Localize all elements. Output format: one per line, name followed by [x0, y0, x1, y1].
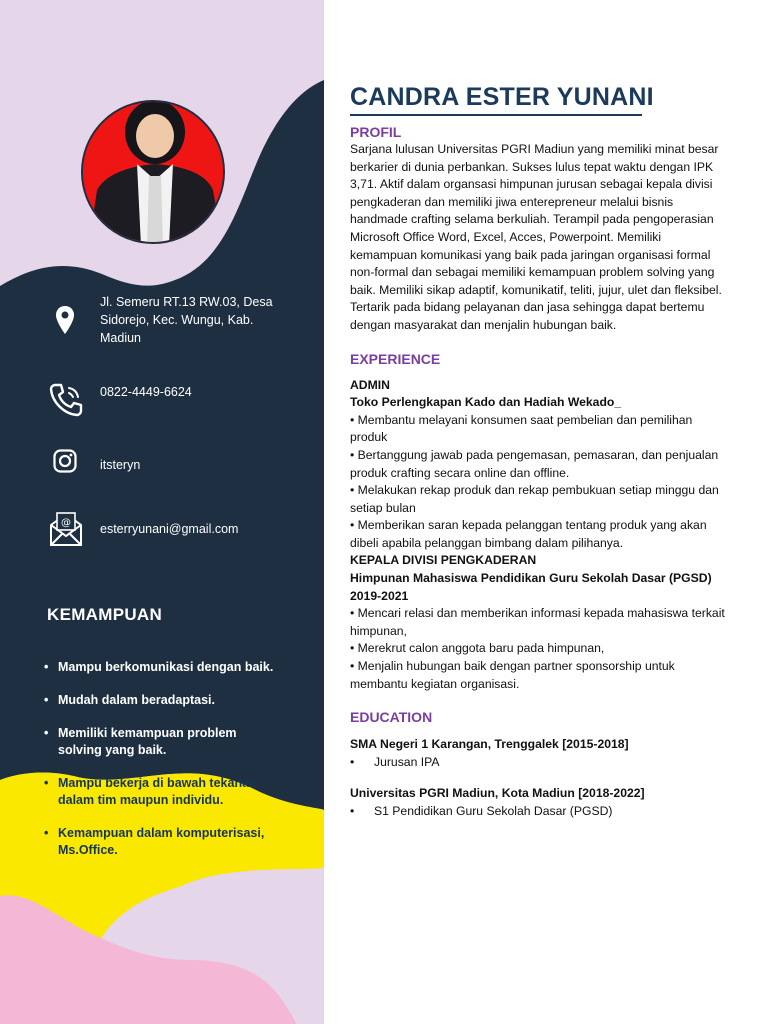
school-name: SMA Negeri 1 Karangan, Trenggalek [2015-2018]	[350, 737, 629, 752]
job-organization: Himpunan Mahasiswa Pendidikan Guru Sekolah Dasar (PGSD)	[350, 571, 712, 586]
email-icon	[49, 509, 83, 547]
job-organization: Toko Perlengkapan Kado dan Hadiah Wekado_	[350, 395, 622, 410]
skills-heading: KEMAMPUAN	[47, 605, 163, 624]
skill-item: • Mampu bekerja di bawah tekanan dalam tim maupun individu.	[44, 775, 274, 809]
education-detail: Jurusan IPA	[374, 754, 440, 769]
candidate-name: CANDRA ESTER YUNANI	[350, 83, 654, 111]
profile-heading: PROFIL	[350, 124, 402, 140]
phone-icon	[49, 382, 83, 418]
experience-entry	[350, 377, 730, 553]
education-bullet: •	[350, 804, 355, 818]
skills-list	[44, 659, 274, 875]
profile-photo	[81, 100, 225, 244]
job-period: 2019-2021	[350, 588, 409, 603]
experience-entry	[350, 552, 730, 693]
education-entry	[350, 736, 730, 771]
education-entry	[350, 785, 730, 820]
location-pin-icon	[55, 305, 75, 335]
job-bullet: • Menjalin hubungan baik dengan partner sponsorship untuk membantu kegiatan organisasi.	[350, 659, 675, 691]
job-bullet: • Bertanggung jawab pada pengemasan, pemasaran, dan penjualan produk crafting secara online dan offline.	[350, 447, 719, 480]
school-name: Universitas PGRI Madiun, Kota Madiun [2018-2022]	[350, 786, 645, 801]
skill-item: • Mudah dalam beradaptasi.	[44, 692, 274, 709]
skill-item: • Memiliki kemampuan problem solving yang baik.	[44, 725, 274, 759]
education-heading: EDUCATION	[350, 709, 433, 726]
job-bullet: • Memberikan saran kepada pelanggan tentang produk yang akan dibeli apabila pelanggan bimbang dalam pilihanya.	[350, 518, 707, 550]
instagram-text: itsteryn	[100, 458, 141, 472]
job-role: KEPALA DIVISI PENGKADERAN	[350, 553, 537, 568]
sidebar	[0, 0, 324, 1024]
job-bullet: • Membantu melayani konsumen saat pembelian dan pemilihan produk	[350, 412, 693, 445]
experience-heading: EXPERIENCE	[350, 350, 441, 367]
skill-item: • Mampu berkomunikasi dengan baik.	[44, 659, 274, 676]
instagram-icon	[53, 449, 77, 473]
job-role: ADMIN	[350, 377, 390, 392]
education-detail: S1 Pendidikan Guru Sekolah Dasar (PGSD)	[374, 804, 613, 818]
main-content	[350, 80, 730, 821]
address-text: Jl. Semeru RT.13 RW.03, Desa Sidorejo, Kec. Wungu, Kab. Madiun	[100, 295, 273, 345]
job-bullet: • Melakukan rekap produk dan rekap pembukuan setiap minggu dan setiap bulan	[350, 483, 719, 515]
profile-text: Sarjana lulusan Universitas PGRI Madiun yang memiliki minat besar berkarier di dunia perbankan. Sukses lulus tepat waktu dengan IPK 3,71. Aktif dalam organsasi himpunan jurusan sebagai kepala divisi pengkaderan dan memiliki jiwa enterepreneur melalui bisnis handmade crafting selama berkuliah. Terampil pada pengoperasian Microsoft Office Word, Excel, Acces, Powerpoint. Memiliki kemampuan komunikasi yang baik pada jaringan organisasi formal non-formal dan sebagai memiliki kemampuan problem solving yang baik. Memiliki sikap adaptif, komunikatif, teliti, jujur, ulet dan fleksibel. Tertarik pada bidang pelayanan dan jasa sehingga dapat bertemu dengan masyarakat dan menjalin hubungan baik.	[350, 142, 722, 332]
job-bullet: • Merekrut calon anggota baru pada himpunan,	[350, 641, 605, 656]
education-bullet: •	[350, 754, 355, 769]
phone-text: 0822-4449-6624	[100, 385, 192, 399]
email-text: esterryunani@gmail.com	[100, 522, 239, 536]
svg-text:@: @	[61, 517, 71, 529]
skill-item: • Kemampuan dalam komputerisasi, Ms.Office.	[44, 825, 274, 859]
job-bullet: • Mencari relasi dan memberikan informasi kepada mahasiswa terkait himpunan,	[350, 606, 725, 638]
